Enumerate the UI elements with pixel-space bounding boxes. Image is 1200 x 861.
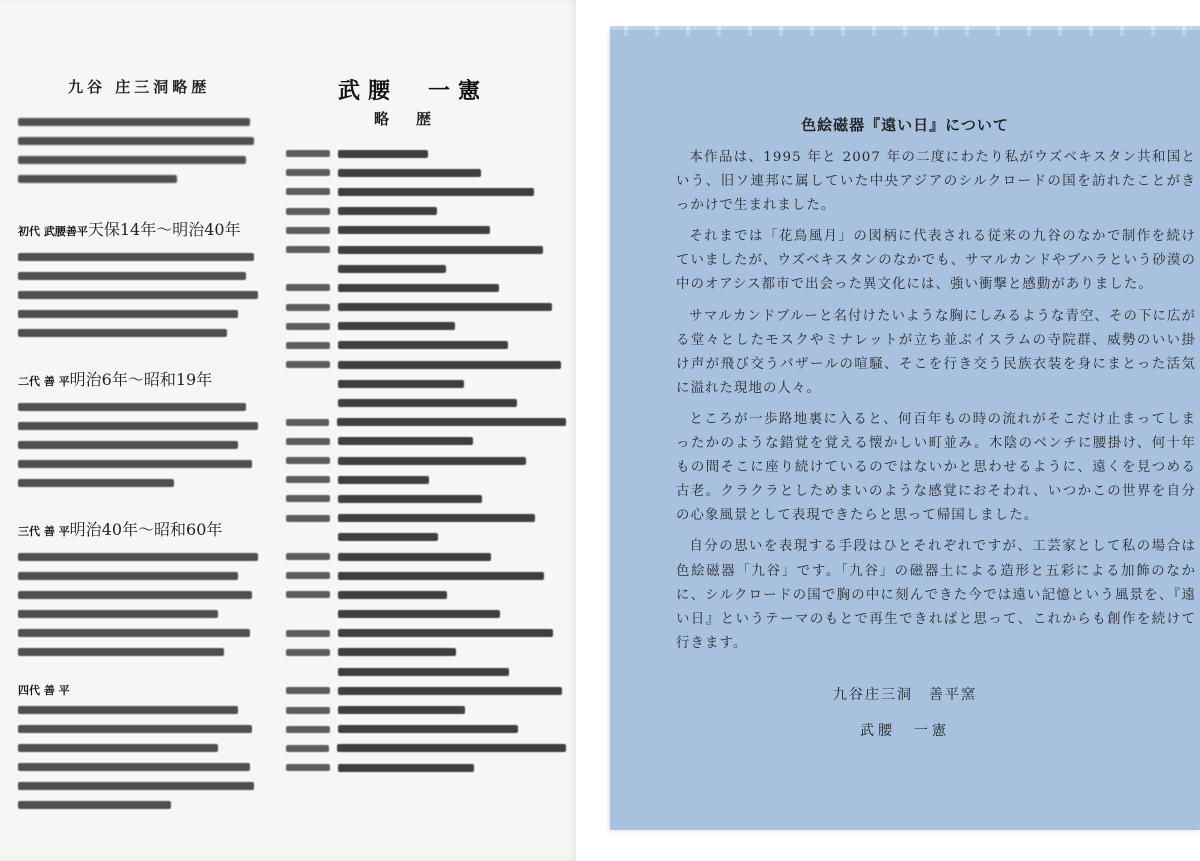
blurred-text-line (18, 744, 218, 752)
blurred-text-line (18, 553, 258, 561)
timeline-row (286, 432, 566, 451)
essay-title: 色絵磁器『遠い日』について (801, 116, 1009, 134)
timeline-row (286, 470, 566, 489)
timeline-row (286, 298, 566, 317)
timeline-year (286, 534, 330, 541)
timeline-row (286, 336, 566, 355)
timeline-event (338, 668, 509, 676)
timeline-event (338, 764, 474, 772)
timeline-row (286, 662, 566, 681)
timeline-event (338, 476, 429, 484)
timeline-year (286, 150, 330, 157)
timeline-row (286, 413, 566, 432)
timeline-event (338, 533, 438, 541)
artist-signature: 武腰 一憲 (860, 723, 950, 739)
blurred-text-line (18, 329, 227, 337)
timeline-event (338, 706, 465, 714)
timeline-row (286, 163, 566, 182)
timeline-event (338, 341, 508, 349)
timeline-year (286, 591, 330, 598)
generation-heading: 三代 善 平 (18, 525, 70, 538)
timeline-row (286, 547, 566, 566)
essay-sheet (610, 30, 1200, 830)
timeline-row (286, 317, 566, 336)
timeline-year (286, 707, 330, 714)
lineage-generation (18, 213, 268, 337)
timeline-row (286, 221, 566, 240)
timeline-row (286, 566, 566, 585)
timeline-row (286, 643, 566, 662)
blurred-text-line (18, 706, 238, 714)
blurred-text-line (18, 782, 254, 790)
career-timeline (286, 144, 566, 777)
timeline-year (286, 457, 330, 464)
timeline-event (338, 207, 437, 215)
blurred-text-line (18, 137, 254, 145)
timeline-event (338, 629, 553, 637)
timeline-year (286, 649, 330, 656)
timeline-row (286, 681, 566, 700)
timeline-row (286, 585, 566, 604)
timeline-year (286, 726, 330, 733)
essay-body (676, 146, 1196, 660)
timeline-year (286, 400, 330, 407)
timeline-row (286, 240, 566, 259)
timeline-row (286, 509, 566, 528)
timeline-year (286, 265, 330, 272)
timeline-year (286, 745, 329, 752)
timeline-event (337, 744, 566, 752)
blurred-text-line (18, 801, 171, 809)
lineage-generation (18, 513, 268, 656)
lineage-generation (18, 118, 268, 183)
profile-title: 九谷 庄三洞略歴 (68, 78, 211, 96)
timeline-row (286, 202, 566, 221)
blurred-text-line (18, 591, 252, 599)
timeline-event (338, 380, 464, 388)
timeline-event (338, 303, 552, 311)
timeline-row (286, 528, 566, 547)
timeline-event (338, 437, 473, 445)
blurred-text-line (18, 156, 246, 164)
essay-paragraph: ところが一歩路地裏に入ると、何百年もの時の流れがそこだけ止まってしまったかのような錯覚を覚える懐かしい町並み。木陰のベンチに腰掛け、何十年もの間そこに座り続けているのではないかと思わせるように、遠くを見つめる古老。クラクラとしためまいのような感覚におそわれ、いつかこの世界を自分の心象風景として表現できたらと思って帰国しました。 (676, 411, 1196, 524)
timeline-event (338, 246, 543, 254)
timeline-event (338, 725, 518, 733)
generation-years: 明治6年～昭和19年 (69, 370, 213, 389)
timeline-year (286, 246, 330, 253)
timeline-event (338, 457, 526, 465)
generation-heading: 四代 善 平 (18, 684, 70, 697)
blurred-text-line (18, 610, 218, 618)
timeline-row (286, 451, 566, 470)
artist-name-heading: 武腰 一憲 (338, 78, 489, 104)
timeline-event (338, 284, 499, 292)
timeline-event (338, 648, 456, 656)
blurred-text-line (18, 763, 250, 771)
timeline-row (286, 355, 566, 374)
timeline-event (337, 418, 566, 426)
timeline-year (286, 342, 330, 349)
blurred-text-line (18, 648, 224, 656)
lineage-history (18, 118, 268, 835)
timeline-row (286, 259, 566, 278)
generation-years: 明治40年～昭和60年 (69, 520, 223, 539)
timeline-row (286, 489, 566, 508)
generation-heading: 二代 善 平 (18, 375, 70, 388)
blurred-text-line (18, 272, 246, 280)
timeline-year (286, 169, 330, 176)
timeline-row (286, 624, 566, 643)
timeline-row (286, 182, 566, 201)
timeline-event (338, 361, 561, 369)
timeline-year (286, 476, 330, 483)
timeline-row (286, 144, 566, 163)
blurred-text-line (18, 725, 252, 733)
timeline-year (286, 284, 330, 291)
blurred-text-line (18, 479, 174, 487)
profile-sheet (0, 0, 576, 861)
timeline-year (286, 323, 330, 330)
generation-heading: 初代 武腰善平 (18, 225, 88, 238)
timeline-year (286, 572, 330, 579)
timeline-row (286, 700, 566, 719)
timeline-year (286, 495, 330, 502)
resume-heading: 略 歴 (374, 110, 438, 128)
generation-years: 天保14年～明治40年 (87, 220, 241, 239)
timeline-event (338, 610, 500, 618)
blurred-text-line (18, 175, 177, 183)
timeline-event (338, 553, 491, 561)
essay-paragraph: サマルカンドブルーと名付けたいような胸にしみるような青空、その下に広がる堂々としたモスクやミナレットが立ち並ぶイスラムの寺院群、威勢のいい掛け声が飛び交うバザールの喧騒、そこを行き交う民族衣装を身にまとった活気に溢れた現地の人々。 (676, 308, 1196, 396)
timeline-event (338, 322, 455, 330)
blurred-text-line (18, 441, 238, 449)
essay-paragraph: 自分の思いを表現する手段はひとそれぞれですが、工芸家として私の場合は色絵磁器「九谷」です。「九谷」の磁器土による造形と五彩による加飾のなかに、シルクロードの国で胸の中に刻んできた今では遠い記憶という風景を、『遠い日』というテーマのもとで再生できればと思って、これからも創作を続けて行きます。 (676, 539, 1196, 651)
timeline-event (338, 188, 534, 196)
timeline-event (338, 150, 428, 158)
timeline-year (286, 515, 330, 522)
timeline-row (286, 758, 566, 777)
timeline-event (338, 572, 544, 580)
timeline-year (286, 208, 330, 215)
timeline-row (286, 374, 566, 393)
timeline-year (286, 764, 330, 771)
timeline-year (286, 438, 330, 445)
timeline-event (338, 226, 490, 234)
blurred-text-line (18, 310, 238, 318)
lineage-generation (18, 363, 268, 487)
timeline-year (286, 687, 330, 694)
timeline-row (286, 739, 566, 758)
timeline-year (286, 419, 329, 426)
timeline-year (286, 380, 330, 387)
timeline-event (338, 265, 446, 273)
blurred-text-line (18, 403, 246, 411)
blurred-text-line (18, 572, 238, 580)
essay-paragraph: それまでは「花鳥風月」の図柄に代表される従来の九谷のなかで制作を続けていましたが、ウズベキスタンのなかでも、サマルカンドやブハラという砂漠の中のオアシス都市で出会った異文化には、強い衝撃と感動がありました。 (676, 229, 1196, 293)
timeline-event (338, 399, 517, 407)
timeline-event (338, 495, 482, 503)
timeline-year (286, 188, 330, 195)
blurred-text-line (18, 629, 250, 637)
torn-edge (610, 26, 1200, 36)
essay-paragraph: 本作品は、1995 年と 2007 年の二度にわたり私がウズベキスタン共和国という、旧ソ連邦に属していた中央アジアのシルクロードの国を訪れたことがきっかけで生まれました。 (676, 150, 1196, 214)
blurred-text-line (18, 118, 250, 126)
timeline-year (286, 611, 330, 618)
lineage-generation (18, 682, 268, 809)
blurred-text-line (18, 291, 258, 299)
timeline-row (286, 605, 566, 624)
timeline-row (286, 278, 566, 297)
blurred-text-line (18, 253, 254, 261)
timeline-row (286, 393, 566, 412)
timeline-year (286, 361, 330, 368)
timeline-year (286, 304, 330, 311)
blurred-text-line (18, 460, 252, 468)
timeline-event (338, 514, 535, 522)
timeline-year (286, 630, 330, 637)
timeline-year (286, 227, 330, 234)
timeline-event (338, 169, 481, 177)
blurred-text-line (18, 422, 258, 430)
timeline-event (338, 591, 447, 599)
timeline-event (338, 687, 562, 695)
timeline-year (286, 553, 330, 560)
timeline-year (286, 668, 330, 675)
kiln-signature: 九谷庄三洞 善平窯 (833, 687, 977, 703)
timeline-row (286, 720, 566, 739)
